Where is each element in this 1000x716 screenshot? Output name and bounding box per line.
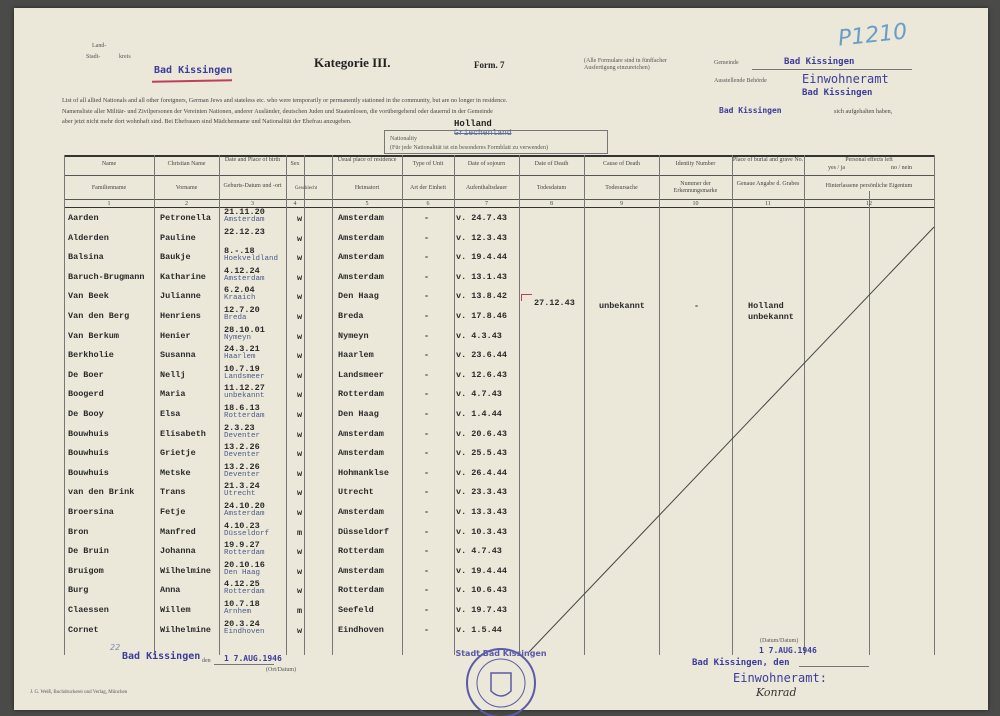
firstname-cell: Johanna — [160, 546, 196, 557]
surname-cell: Berkholie — [68, 350, 114, 361]
sex-cell: w — [297, 566, 303, 577]
residence-cell: Hohmanklse — [338, 467, 390, 478]
firstname-cell: Baukje — [160, 252, 191, 263]
sojourn-cell: v. 13.3.43 — [456, 507, 508, 517]
unit-cell: - — [424, 467, 430, 478]
col-identity-de: Nummer der Erkennungsmarke — [673, 181, 718, 194]
right-place: Bad Kissingen, den — [692, 658, 790, 668]
firstname-cell: Petronella — [160, 213, 212, 223]
sojourn-cell: v. 25.5.43 — [456, 448, 508, 459]
col-sex-de: Geschlecht — [294, 186, 318, 191]
table-row — [64, 520, 934, 545]
behoerde-stamp-2: Bad Kissingen — [802, 88, 873, 98]
sex-cell: w — [297, 390, 303, 401]
behoerde-stamp: Einwohneramt — [802, 72, 889, 86]
surname-cell: van den Brink — [68, 487, 135, 498]
birth-date-cell: 10.7.19 — [224, 363, 260, 374]
sojourn-cell: v. 4.7.43 — [456, 389, 502, 400]
col-num: 5 — [365, 201, 369, 207]
death-burial-2: unbekannt — [748, 312, 794, 322]
birth-date-cell: 8.-.18 — [224, 246, 255, 257]
firstname-cell: Julianne — [160, 291, 201, 302]
form-number: Form. 7 — [474, 60, 505, 70]
footer-date-label: (Ort/Datum) — [266, 667, 296, 673]
sex-cell: w — [297, 449, 303, 460]
surname-cell: De Booy — [68, 409, 104, 419]
footer-place-stamp: Bad Kissingen — [122, 651, 201, 662]
col-effects-en: Personal effects left — [845, 157, 893, 163]
behoerde-label: Ausstellende Behörde — [714, 78, 767, 84]
birth-date-cell: 4.10.23 — [224, 520, 260, 531]
sojourn-cell: v. 23.3.43 — [456, 487, 508, 498]
sex-cell: w — [297, 547, 303, 558]
sojourn-cell: v. 17.8.46 — [456, 311, 508, 321]
sex-cell: w — [297, 429, 303, 440]
birth-date-cell: 12.7.20 — [224, 305, 260, 315]
death-identity: - — [694, 301, 700, 311]
residence-cell: Eindhoven — [338, 624, 384, 635]
table-row — [64, 501, 934, 525]
residence-cell: Haarlem — [338, 350, 374, 361]
birth-date-cell: 4.12.25 — [224, 579, 260, 590]
table-row — [64, 618, 934, 643]
residence-cell: Landsmeer — [338, 369, 384, 380]
residence-cell: Amsterdam — [338, 232, 384, 243]
col-num: 8 — [550, 201, 553, 207]
table-row — [64, 207, 934, 231]
surname-cell: Cornet — [68, 624, 99, 635]
col-name-en: Name — [101, 161, 117, 167]
unit-cell: - — [424, 330, 430, 341]
unit-cell: - — [424, 487, 430, 498]
surname-cell: Balsina — [68, 252, 104, 263]
firstname-cell: Trans — [160, 487, 186, 498]
residence-cell: Amsterdam — [338, 213, 384, 223]
col-effects-no: no / nein — [891, 165, 912, 171]
birth-place-cell: Deventer — [224, 431, 261, 440]
sojourn-cell: v. 1.4.44 — [456, 409, 502, 419]
firstname-cell: Willem — [160, 605, 191, 615]
birth-date-cell: 2.3.23 — [224, 422, 255, 433]
residence-cell: Seefeld — [338, 605, 374, 615]
col-identity-en: Identity Number — [675, 161, 716, 167]
col-num: 7 — [485, 201, 488, 207]
stadt-label: Stadt- — [86, 54, 101, 60]
residence-cell: Amsterdam — [338, 565, 384, 576]
col-num: 11 — [765, 201, 771, 207]
sex-cell: w — [297, 488, 303, 499]
birth-date-cell: 24.3.21 — [224, 344, 260, 355]
firstname-cell: Fetje — [160, 507, 186, 517]
birth-date-cell: 13.2.26 — [224, 442, 260, 453]
col-num: 1 — [107, 201, 111, 207]
sex-cell: m — [297, 527, 303, 538]
sojourn-cell: v. 10.3.43 — [456, 526, 508, 537]
birth-date-cell: 20.10.16 — [224, 559, 265, 570]
residence-cell: Den Haag — [338, 409, 379, 419]
footer-den: den — [202, 658, 211, 664]
surname-cell: Aarden — [68, 213, 99, 223]
firstname-cell: Metske — [160, 467, 191, 478]
table-row — [64, 442, 934, 466]
birth-date-cell: 6.2.04 — [224, 285, 255, 296]
nationality-label: Nationality — [390, 136, 417, 142]
col-name-de: Familienname — [91, 185, 127, 191]
birth-place-cell: Amsterdam — [224, 274, 265, 283]
col-vorname-en: Christian Name — [167, 161, 206, 167]
surname-cell: De Boer — [68, 369, 104, 380]
birth-place-cell: unbekannt — [224, 392, 265, 401]
firstname-cell: Wilhelmine — [160, 565, 212, 576]
residence-cell: Rotterdam — [338, 546, 384, 557]
unit-cell: - — [424, 624, 430, 635]
col-cause-en: Cause of Death — [603, 161, 640, 167]
sex-cell: w — [297, 625, 303, 636]
english-instruction: List of all allied Nationals and all other foreigners, German Jews and stateless etc. who were temporarily or permanently stationed in the community, but are no longer in residence. — [62, 97, 508, 104]
firstname-cell: Elsa — [160, 409, 181, 419]
death-burial-1: Holland — [748, 301, 784, 311]
surname-cell: Bouwhuis — [68, 467, 109, 478]
table-row — [64, 540, 934, 564]
table-row — [64, 226, 934, 251]
birth-date-cell: 21.3.24 — [224, 481, 260, 492]
document-sheet — [14, 8, 988, 710]
residence-cell: Amsterdam — [338, 252, 384, 263]
residence-cell: Amsterdam — [338, 428, 384, 439]
birth-date-cell: 10.7.18 — [224, 599, 260, 609]
col-sojourn-de: Aufenthaltsdauer — [465, 185, 508, 191]
german-instruction-2: aber jetzt nicht mehr dort wohnhaft sind. Bei Ehefrauen sind Mädchenname und Nationalität der Ehefrau anzugeben. — [62, 118, 352, 125]
unit-cell: - — [424, 526, 430, 537]
birth-place-cell: Haarlem — [224, 353, 256, 362]
unit-cell: - — [424, 428, 430, 439]
surname-cell: Bouwhuis — [68, 428, 109, 439]
gemeinde-label: Gemeinde — [714, 60, 739, 66]
table-row — [64, 285, 934, 309]
col-cause-de: Todesursache — [605, 185, 638, 191]
surname-cell: Burg — [68, 585, 89, 596]
kategorie-title: Kategorie III. — [314, 55, 391, 70]
col-death-en: Date of Death — [534, 161, 569, 167]
surname-cell: Broersina — [68, 507, 114, 517]
sojourn-cell: v. 10.6.43 — [456, 585, 508, 596]
table-row — [64, 265, 934, 290]
residence-cell: Nymeyn — [338, 330, 369, 341]
sojourn-cell: v. 19.7.43 — [456, 605, 508, 615]
birth-place-cell: Rotterdam — [224, 412, 265, 420]
unit-cell: - — [424, 585, 430, 596]
seal-text: Stadt Bad Kissingen — [455, 649, 547, 658]
unit-cell: - — [424, 605, 430, 615]
unit-cell: - — [424, 546, 430, 557]
sex-cell: w — [297, 292, 303, 303]
col-vorname-de: Vorname — [175, 185, 198, 191]
sojourn-cell: v. 24.7.43 — [456, 213, 508, 223]
sojourn-cell: v. 23.6.44 — [456, 350, 508, 361]
surname-cell: Bruigom — [68, 565, 104, 576]
nationality-note: (Für jede Nationalität ist ein besonderes Formblatt zu verwenden) — [390, 145, 548, 151]
unit-cell: - — [424, 291, 430, 302]
unit-cell: - — [424, 232, 430, 243]
table-row — [64, 422, 934, 447]
table-row — [64, 383, 934, 407]
surname-cell: Alderden — [68, 232, 109, 243]
table-row — [64, 579, 934, 603]
sojourn-cell: v. 20.6.43 — [456, 428, 508, 439]
sojourn-cell: v. 13.1.43 — [456, 271, 508, 282]
firstname-cell: Anna — [160, 585, 181, 596]
table-row — [64, 403, 934, 427]
birth-place-cell: Amsterdam — [224, 216, 265, 224]
firstname-cell: Henier — [160, 330, 191, 341]
sex-cell: w — [297, 312, 303, 322]
firstname-cell: Grietje — [160, 448, 196, 459]
birth-place-cell: Den Haag — [224, 568, 261, 577]
birth-place-cell: Rotterdam — [224, 549, 265, 558]
birth-place-cell: Landsmeer — [224, 372, 265, 381]
birth-date-cell: 22.12.23 — [224, 226, 265, 237]
handwritten-num: 22 — [110, 643, 121, 652]
sex-cell: w — [297, 410, 303, 420]
table-row — [64, 481, 934, 505]
col-birth-en: Date and Place of birth — [224, 157, 281, 163]
register-table — [64, 155, 934, 655]
sex-cell: w — [297, 586, 303, 597]
sex-cell: w — [297, 468, 303, 479]
birth-place-cell: Deventer — [224, 470, 261, 479]
col-effects-yes: yes / ja — [828, 165, 845, 171]
sojourn-cell: v. 1.5.44 — [456, 624, 502, 635]
birth-date-cell: 18.6.13 — [224, 403, 260, 413]
death-date: 27.12.43 — [534, 298, 575, 308]
birth-date-cell: 11.12.27 — [224, 383, 265, 394]
table-row — [64, 559, 934, 584]
surname-cell: Bouwhuis — [68, 448, 109, 459]
table-row — [64, 324, 934, 349]
firstname-cell: Maria — [160, 389, 186, 400]
kreis-stamp: Bad Kissingen — [154, 65, 233, 76]
residence-cell: Rotterdam — [338, 585, 384, 596]
nationality-struck: Griechenland — [454, 129, 512, 138]
col-num: 3 — [251, 201, 254, 207]
birth-place-cell: Deventer — [224, 451, 261, 460]
birth-place-cell: Kraaich — [224, 294, 256, 303]
land-label: Land- — [92, 43, 107, 49]
birth-place-cell: Breda — [224, 314, 247, 322]
unit-cell: - — [424, 565, 430, 576]
residence-cell: Rotterdam — [338, 389, 384, 400]
unit-cell: - — [424, 350, 430, 361]
unit-cell: - — [424, 311, 430, 321]
residence-cell: Amsterdam — [338, 507, 384, 517]
col-num: 2 — [185, 201, 188, 207]
sojourn-cell: v. 26.4.44 — [456, 467, 508, 478]
firstname-cell: Katharine — [160, 271, 206, 282]
birth-date-cell: 20.3.24 — [224, 618, 260, 629]
sex-cell: w — [297, 253, 303, 264]
birth-date-cell: 24.10.20 — [224, 501, 265, 511]
unit-cell: - — [424, 409, 430, 419]
col-burial-en: Place of burial and grave No. — [732, 157, 804, 163]
unit-cell: - — [424, 448, 430, 459]
birth-place-cell: Nymeyn — [224, 333, 252, 342]
col-burial-de: Genaue Angabe d. Grabes — [736, 181, 800, 187]
right-office-stamp: Einwohneramt: — [733, 671, 827, 685]
right-date-label: (Datum/Datum) — [760, 638, 799, 644]
residence-cell: Utrecht — [338, 487, 374, 498]
col-num: 4 — [293, 201, 297, 207]
unit-cell: - — [424, 271, 430, 282]
col-birth-de: Geburts-Datum und -ort — [223, 183, 282, 189]
sex-cell: w — [297, 214, 303, 224]
birth-place-cell: Utrecht — [224, 490, 256, 499]
sex-cell: w — [297, 331, 303, 342]
sex-cell: w — [297, 351, 303, 362]
table-row — [64, 461, 934, 486]
surname-cell: Boogerd — [68, 389, 104, 400]
surname-cell: Van Berkum — [68, 330, 120, 341]
firstname-cell: Wilhelmine — [160, 624, 212, 635]
sojourn-cell: v. 19.4.44 — [456, 565, 508, 576]
unit-cell: - — [424, 389, 430, 400]
firstname-cell: Henriens — [160, 311, 201, 321]
firstname-cell: Elisabeth — [160, 428, 206, 439]
birth-place-cell: Düsseldorf — [224, 529, 270, 538]
surname-cell: Van Beek — [68, 291, 109, 302]
birth-date-cell: 28.10.01 — [224, 324, 265, 335]
surname-cell: Claessen — [68, 605, 109, 615]
col-unit-de: Art der Einheit — [410, 185, 446, 191]
unit-cell: - — [424, 507, 430, 517]
birth-date-cell: 4.12.24 — [224, 265, 260, 276]
col-num: 6 — [426, 201, 430, 207]
sex-cell: w — [297, 508, 303, 518]
col-death-de: Todesdatum — [536, 185, 567, 191]
table-row — [64, 246, 934, 270]
col-num: 10 — [692, 201, 699, 207]
german-instruction-1: Namensliste aller Militär- und Zivilpersonen der Vereinten Nationen, anderer Ausländer, deutschen Juden und Staatenlosen, die vorübergehend oder dauernd in der Gemeinde — [62, 108, 493, 115]
col-unit-en: Type of Unit — [412, 161, 444, 167]
unit-cell: - — [424, 369, 430, 380]
table-row — [64, 599, 934, 623]
col-num: 9 — [620, 201, 623, 207]
firstname-cell: Susanna — [160, 350, 196, 361]
nationality-value: Holland — [454, 119, 492, 129]
sex-cell: m — [297, 606, 303, 616]
death-cause: unbekannt — [599, 301, 645, 311]
col-sex-en: Sex — [290, 161, 300, 167]
sex-cell: w — [297, 233, 303, 244]
residence-cell: Düsseldorf — [338, 526, 390, 537]
sojourn-cell: v. 19.4.44 — [456, 252, 508, 263]
sojourn-cell: v. 12.6.43 — [456, 369, 508, 380]
red-underline — [152, 79, 232, 82]
sojourn-cell: v. 4.3.43 — [456, 330, 502, 341]
firstname-cell: Pauline — [160, 232, 196, 243]
surname-cell: Van den Berg — [68, 311, 130, 321]
birth-date-cell: 19.9.27 — [224, 540, 260, 551]
col-residence-en: Usual place of residence — [337, 157, 397, 163]
german-instruction-end: sich aufgehalten haben, — [834, 108, 893, 115]
city-seal — [455, 643, 547, 713]
residence-cell: Amsterdam — [338, 448, 384, 459]
form-note: (Alle Formulare sind in fünffacher Ausfertigung einzureichen) — [584, 58, 667, 71]
residence-cell: Amsterdam — [338, 271, 384, 282]
col-num: 12 — [866, 201, 872, 207]
signature: Konrad — [756, 686, 797, 699]
german-gemeinde-stamp: Bad Kissingen — [719, 106, 782, 115]
birth-place-cell: Eindhoven — [224, 627, 265, 636]
table-row — [64, 363, 934, 388]
col-residence-de: Heimatort — [354, 185, 380, 191]
right-date-top: 1 7.AUG.1946 — [759, 646, 817, 655]
residence-cell: Breda — [338, 311, 364, 321]
surname-cell: Baruch-Brugmann — [68, 271, 145, 282]
unit-cell: - — [424, 213, 430, 223]
birth-place-cell: Arnhem — [224, 608, 252, 616]
col-effects-de: Hinterlassene persönliche Eigentum — [825, 183, 913, 189]
birth-date-cell: 13.2.26 — [224, 461, 260, 472]
kreis-label: kreis — [119, 54, 131, 60]
sojourn-cell: v. 13.8.42 — [456, 291, 508, 302]
surname-cell: De Bruin — [68, 546, 109, 557]
firstname-cell: Nellj — [160, 369, 186, 380]
birth-place-cell: Hoekveldland — [224, 255, 279, 264]
col-sojourn-en: Date of sojourn — [467, 161, 506, 167]
sojourn-cell: v. 4.7.43 — [456, 546, 502, 557]
birth-place-cell: Rotterdam — [224, 588, 265, 597]
gemeinde-line — [752, 69, 912, 70]
sex-cell: w — [297, 370, 303, 381]
table-row — [64, 344, 934, 368]
red-mark — [521, 294, 532, 301]
birth-place-cell: Amsterdam — [224, 510, 265, 518]
sex-cell: w — [297, 272, 303, 283]
handwritten-id: P1210 — [836, 19, 909, 52]
residence-cell: Den Haag — [338, 291, 379, 302]
birth-date-cell: 21.11.20 — [224, 207, 265, 217]
unit-cell: - — [424, 252, 430, 263]
printer-imprint: J. G. Weiß, Buchdruckerei und Verlag, München — [30, 690, 128, 695]
surname-cell: Bron — [68, 526, 89, 537]
footer-date-stamp: 1 7.AUG.1946 — [224, 654, 282, 663]
sojourn-cell: v. 12.3.43 — [456, 232, 508, 243]
gemeinde-stamp: Bad Kissingen — [784, 57, 855, 67]
firstname-cell: Manfred — [160, 526, 196, 537]
